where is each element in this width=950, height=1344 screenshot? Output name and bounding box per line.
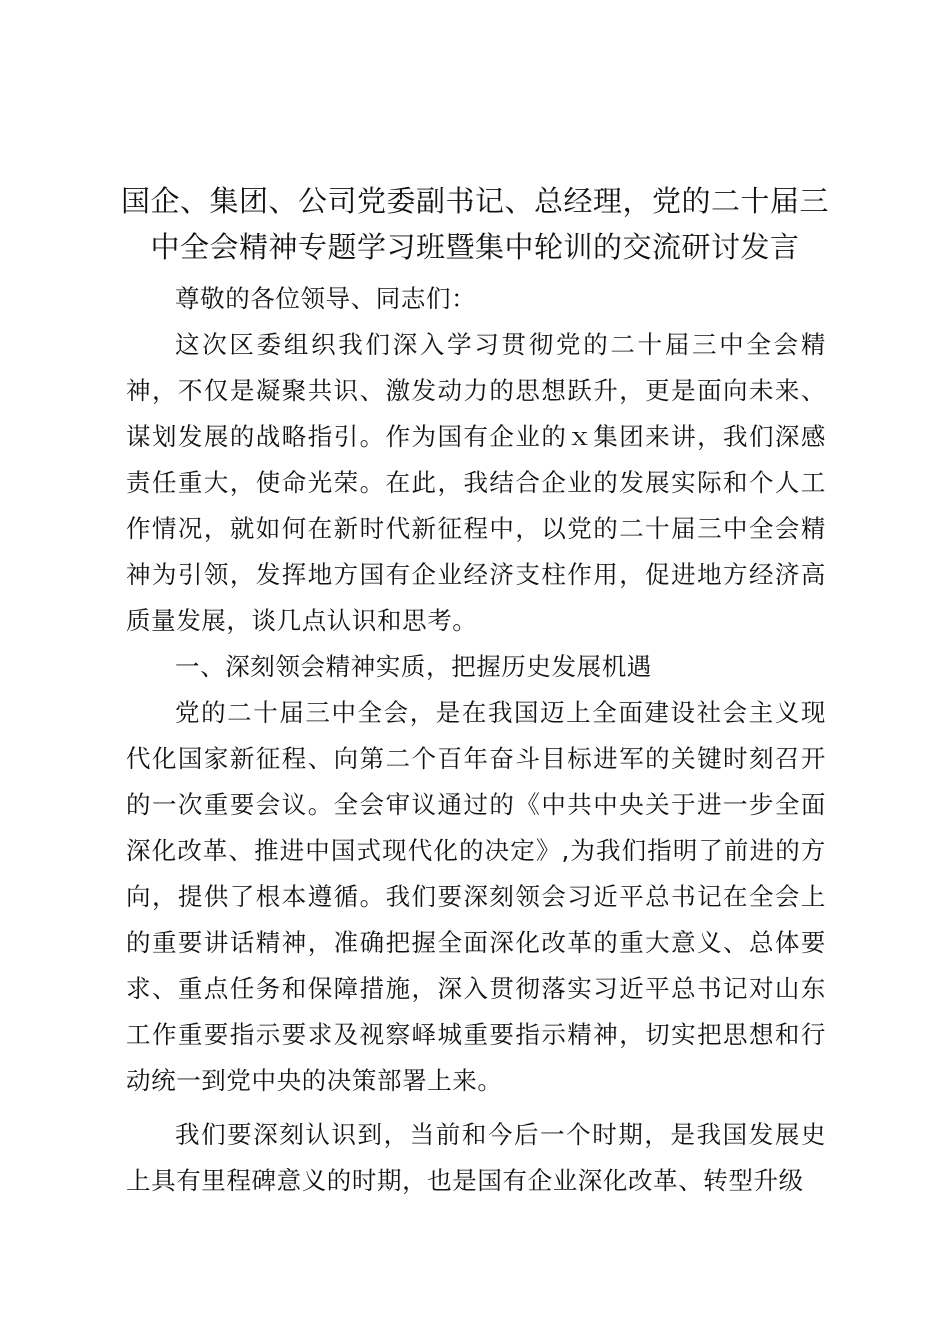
section-paragraph-1: 党的二十届三中全会，是在我国迈上全面建设社会主义现代化国家新征程、向第二个百年奋斗目标进军的关键时刻召开的一次重要会议。全会审议通过的《中共中央关于进一步全面深化改革、推进中国式现代化的决定》,为我们指明了前进的方向，提供了根本遵循。我们要深刻领会习近平总书记在全会上的重要讲话精神，准确把握全面深化改革的重大意义、总体要求、重点任务和保障措施，深入贯彻落实习近平总书记对山东工作重要指示要求及视察峄城重要指示精神，切实把思想和行动统一到党中央的决策部署上来。 [126,698,826,1095]
section-heading: 一、深刻领会精神实质，把握历史发展机遇 [175,652,652,681]
section-paragraph-2: 我们要深刻认识到，当前和今后一个时期，是我国发展史上具有里程碑意义的时期，也是国有企业深化改革、转型升级 [126,1120,826,1195]
title-line-1: 国企、集团、公司党委副书记、总经理，党的二十届三 [120,184,829,218]
intro-paragraph: 这次区委组织我们深入学习贯彻党的二十届三中全会精神，不仅是凝聚共识、激发动力的思想跃升，更是面向未来、谋划发展的战略指引。作为国有企业的ｘ集团来讲，我们深感责任重大，使命光荣。在此，我结合企业的发展实际和个人工作情况，就如何在新时代新征程中，以党的二十届三中全会精神为引领，发挥地方国有企业经济支柱作用，促进地方经济高质量发展，谈几点认识和思考。 [126,330,826,635]
title-line-2: 中全会精神专题学习班暨集中轮训的交流研讨发言 [150,230,800,264]
salutation: 尊敬的各位领导、同志们： [175,284,477,313]
document-title [120,178,830,270]
document-body [126,276,826,1204]
